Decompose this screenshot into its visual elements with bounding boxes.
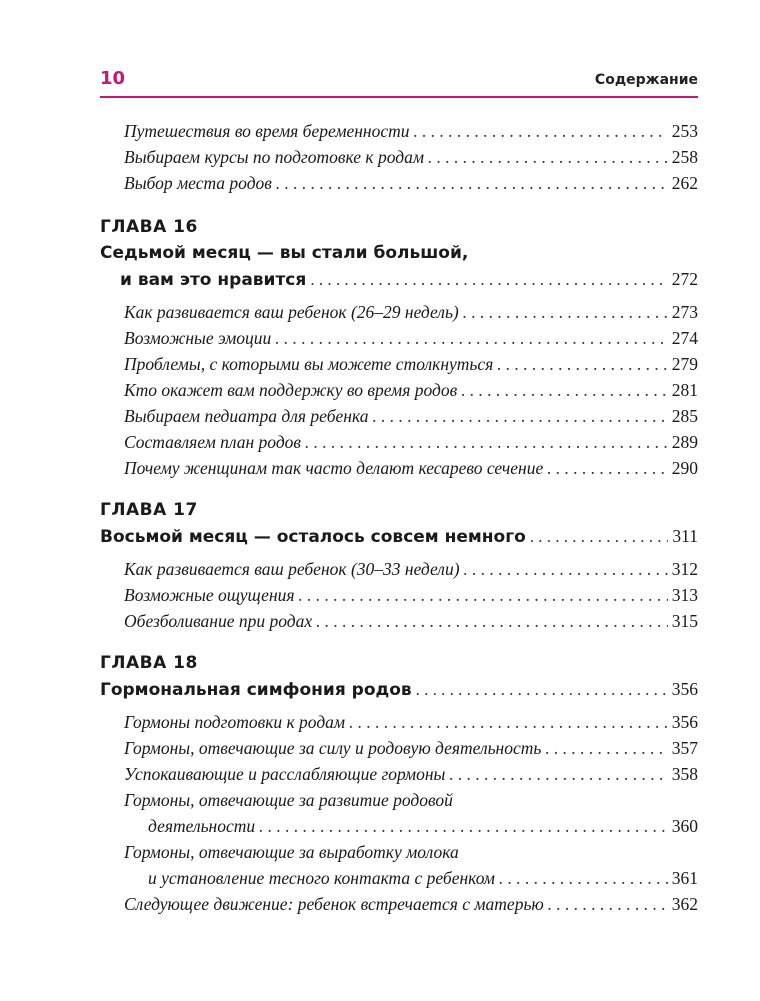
dot-leader bbox=[299, 582, 668, 608]
toc-entry-page: 285 bbox=[671, 406, 698, 426]
toc-entry-title: Выбираем педиатра для ребенка bbox=[124, 406, 369, 426]
toc-entry[interactable] bbox=[100, 865, 698, 891]
toc-entry-page: 279 bbox=[671, 354, 698, 374]
toc-entry-page: 361 bbox=[671, 868, 698, 888]
chapter-entry[interactable] bbox=[100, 523, 698, 550]
toc-entry-title: деятельности bbox=[148, 816, 256, 836]
chapter-title-line: Восьмой месяц — осталось совсем немного bbox=[100, 527, 526, 547]
chapter-title-line[interactable]: Седьмой месяц — вы стали большой, bbox=[100, 243, 469, 263]
toc-entry-title: Следующее движение: ребенок встречается с матерью bbox=[124, 894, 544, 914]
running-title: Содержание bbox=[594, 72, 698, 88]
toc-entry[interactable] bbox=[100, 170, 698, 196]
chapter-title-line: Гормональная симфония родов bbox=[100, 680, 412, 700]
chapter-label: ГЛАВА 17 bbox=[100, 500, 198, 520]
dot-leader bbox=[547, 455, 668, 481]
toc-entry-page: 290 bbox=[671, 458, 698, 478]
dot-leader bbox=[428, 144, 668, 170]
toc-entry[interactable] bbox=[100, 813, 698, 839]
toc-entry-title: Проблемы, с которыми вы можете столкнуться bbox=[124, 354, 494, 374]
toc-entry-title: Гормоны подготовки к родам bbox=[124, 712, 346, 732]
dot-leader bbox=[464, 556, 668, 582]
table-of-contents bbox=[100, 118, 698, 917]
toc-entry-page: 262 bbox=[671, 173, 698, 193]
chapter-page: 272 bbox=[671, 269, 698, 289]
toc-entry-title: Выбор места родов bbox=[124, 173, 272, 193]
toc-entry-page: 357 bbox=[671, 738, 698, 758]
toc-entry-page: 289 bbox=[671, 432, 698, 452]
dot-leader bbox=[316, 608, 668, 634]
page-header bbox=[100, 64, 698, 98]
dot-leader bbox=[545, 735, 667, 761]
toc-entry-page: 258 bbox=[671, 147, 698, 167]
toc-entry[interactable] bbox=[100, 325, 698, 351]
dot-leader bbox=[463, 299, 668, 325]
toc-entry-title: Почему женщинам так часто делают кесарево сечение bbox=[124, 458, 544, 478]
toc-entry[interactable] bbox=[100, 556, 698, 582]
toc-entry-page: 313 bbox=[671, 585, 698, 605]
toc-entry-page: 358 bbox=[671, 764, 698, 784]
toc-entry[interactable] bbox=[100, 709, 698, 735]
toc-entry-title: Путешествия во время беременности bbox=[124, 121, 410, 141]
toc-entry[interactable] bbox=[100, 608, 698, 634]
toc-entry-title: Возможные эмоции bbox=[124, 328, 272, 348]
toc-entry[interactable] bbox=[100, 891, 698, 917]
toc-entry-title: Гормоны, отвечающие за силу и родовую деятельность bbox=[124, 738, 542, 758]
dot-leader bbox=[548, 891, 668, 917]
dot-leader bbox=[497, 351, 667, 377]
dot-leader bbox=[259, 813, 668, 839]
dot-leader bbox=[461, 377, 668, 403]
toc-entry-title-line[interactable]: Гормоны, отвечающие за выработку молока bbox=[124, 842, 459, 862]
toc-entry-title: Успокаивающие и расслабляющие гормоны bbox=[124, 764, 446, 784]
toc-entry[interactable] bbox=[100, 429, 698, 455]
toc-entry-page: 362 bbox=[671, 894, 698, 914]
dot-leader bbox=[449, 761, 667, 787]
dot-leader bbox=[275, 325, 667, 351]
toc-entry-page: 360 bbox=[671, 816, 698, 836]
dot-leader bbox=[530, 524, 669, 550]
chapter-page: 356 bbox=[671, 679, 698, 699]
toc-entry-title-line[interactable]: Гормоны, отвечающие за развитие родовой bbox=[124, 790, 453, 810]
chapter-entry[interactable] bbox=[100, 676, 698, 703]
toc-entry[interactable] bbox=[100, 377, 698, 403]
toc-entry-page: 281 bbox=[671, 380, 698, 400]
toc-entry[interactable] bbox=[100, 582, 698, 608]
toc-entry-title: Кто окажет вам поддержку во время родов bbox=[124, 380, 458, 400]
toc-entry-title: Как развивается ваш ребенок (26–29 недель) bbox=[124, 302, 459, 322]
toc-entry-title: Возможные ощущения bbox=[124, 585, 295, 605]
toc-entry-page: 312 bbox=[671, 559, 698, 579]
toc-entry-page: 274 bbox=[671, 328, 698, 348]
dot-leader bbox=[499, 865, 668, 891]
toc-entry-title: и установление тесного контакта с ребенком bbox=[148, 868, 495, 888]
dot-leader bbox=[276, 170, 668, 196]
toc-entry[interactable] bbox=[100, 118, 698, 144]
chapter-title-line: и вам это нравится bbox=[120, 270, 307, 290]
dot-leader bbox=[305, 429, 668, 455]
chapter-entry[interactable] bbox=[100, 266, 698, 293]
toc-entry-page: 315 bbox=[671, 611, 698, 631]
toc-entry[interactable] bbox=[100, 761, 698, 787]
dot-leader bbox=[414, 118, 668, 144]
chapter-label: ГЛАВА 18 bbox=[100, 653, 198, 673]
chapter-page: 311 bbox=[672, 526, 698, 546]
dot-leader bbox=[416, 677, 668, 703]
chapter-label: ГЛАВА 16 bbox=[100, 217, 198, 237]
dot-leader bbox=[310, 267, 667, 293]
page-number: 10 bbox=[100, 68, 126, 89]
toc-entry[interactable] bbox=[100, 455, 698, 481]
toc-entry[interactable] bbox=[100, 351, 698, 377]
toc-entry-page: 253 bbox=[671, 121, 698, 141]
toc-entry-title: Составляем план родов bbox=[124, 432, 302, 452]
toc-entry[interactable] bbox=[100, 144, 698, 170]
toc-entry[interactable] bbox=[100, 299, 698, 325]
toc-entry-title: Выбираем курсы по подготовке к родам bbox=[124, 147, 424, 167]
toc-entry-title: Обезболивание при родах bbox=[124, 611, 313, 631]
toc-entry[interactable] bbox=[100, 403, 698, 429]
toc-entry-page: 273 bbox=[671, 302, 698, 322]
toc-entry[interactable] bbox=[100, 735, 698, 761]
toc-entry-page: 356 bbox=[671, 712, 698, 732]
toc-entry-title: Как развивается ваш ребенок (30–33 недели) bbox=[124, 559, 460, 579]
dot-leader bbox=[372, 403, 667, 429]
dot-leader bbox=[349, 709, 668, 735]
